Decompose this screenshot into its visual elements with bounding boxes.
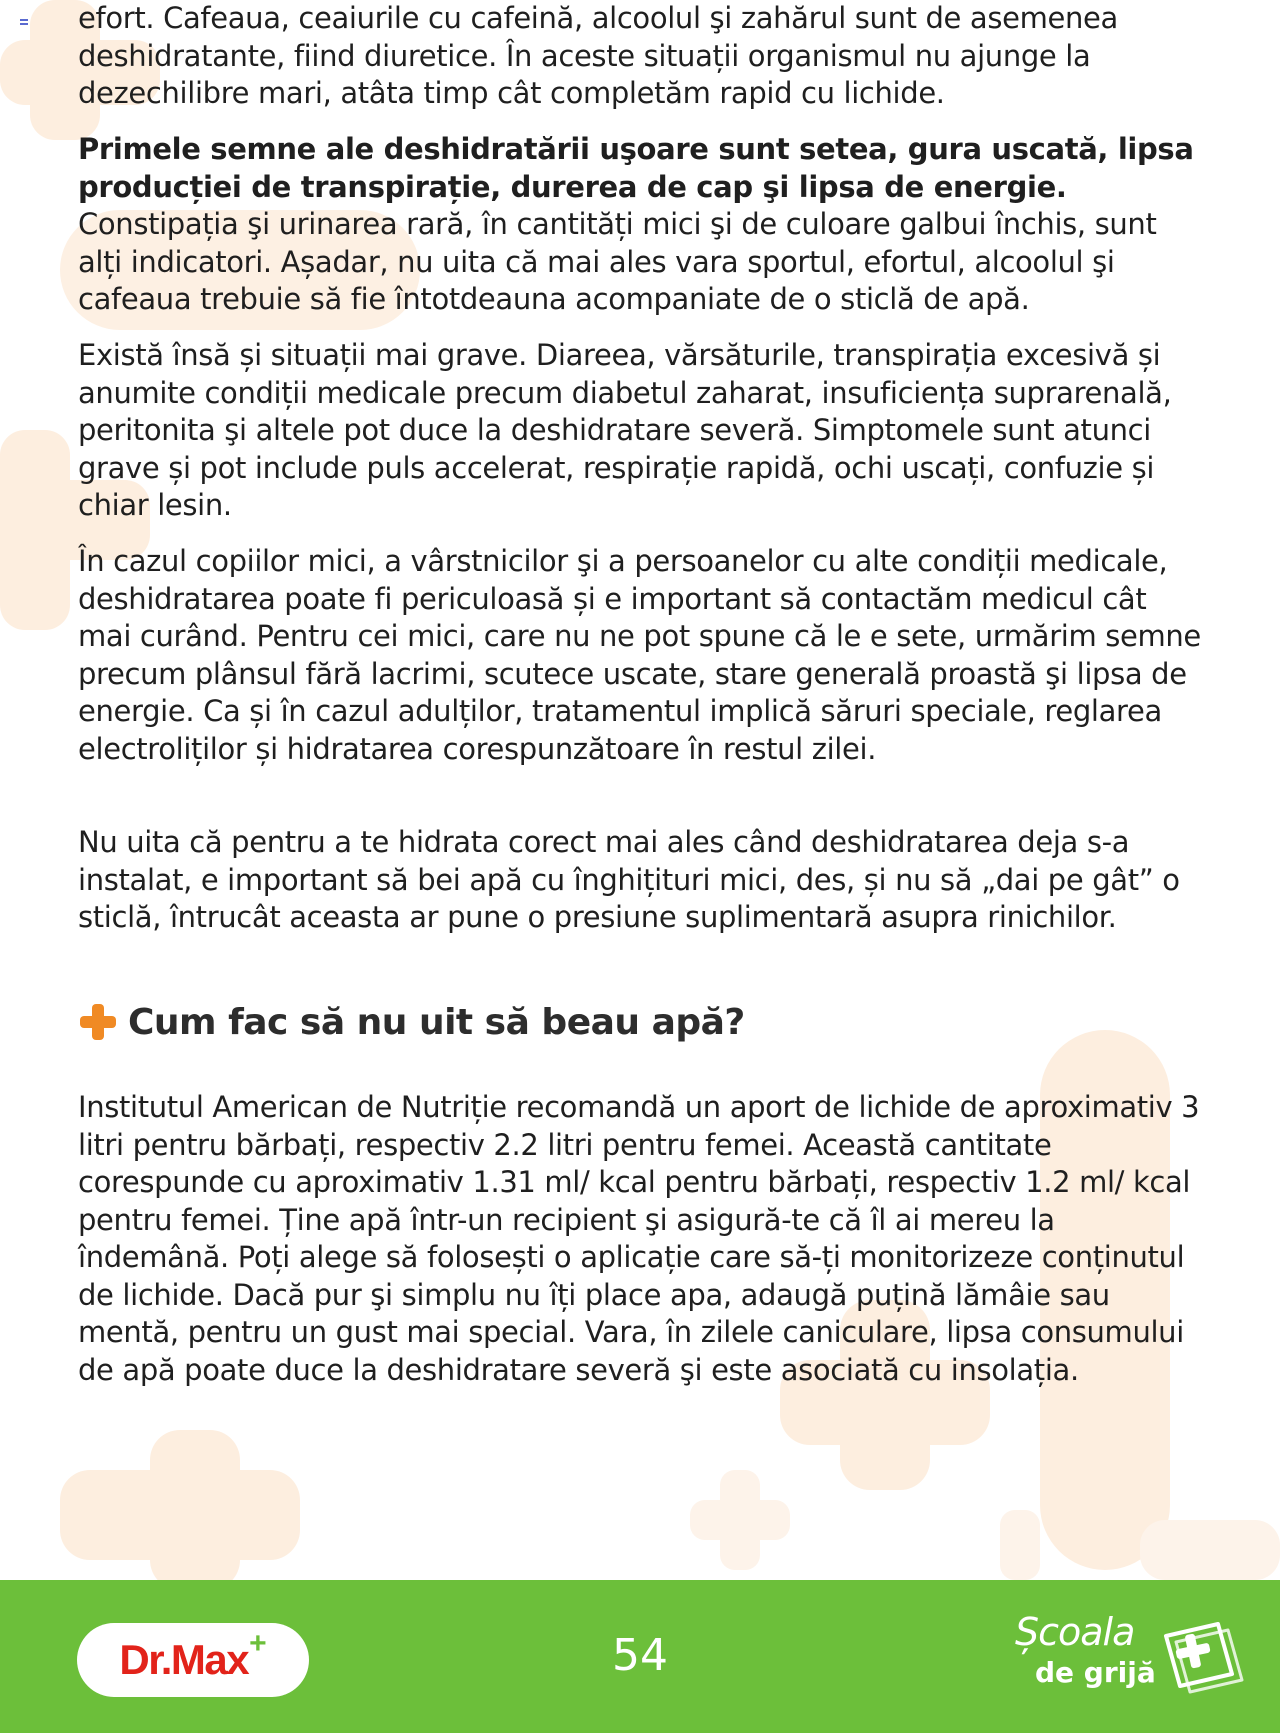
plus-icon bbox=[78, 1002, 118, 1042]
drmax-logo bbox=[77, 1623, 309, 1697]
paragraph-2-rest: Constipația şi urinarea rară, în cantități mici şi de culoare galbui închis, sunt alți indicatori. Așadar, nu uita că mai ales vara sportul, efortul, alcoolul şi cafeaua trebuie să fie întotdeauna acompaniate de o sticlă de apă. bbox=[78, 207, 1157, 316]
section-heading-text: Cum fac să nu uit să beau apă? bbox=[128, 1001, 745, 1043]
page-number: 54 bbox=[612, 1630, 668, 1681]
paragraph-3: Există însă și situații mai grave. Diareea, vărsăturile, transpirația excesivă și anumite condiții medicale precum diabetul zaharat, insuficiența suprarenală, peritonita şi altele pot duce la deshidratare severă. Simptomele sunt atunci grave și pot include puls accelerat, respirație rapidă, ochi uscați, confuzie și chiar lesin. bbox=[78, 338, 1172, 522]
section-heading bbox=[78, 998, 745, 1046]
drmax-logo-text: Dr.Max bbox=[119, 1636, 249, 1683]
brand-line-2: de grijă bbox=[1035, 1656, 1156, 1689]
paragraph-1: efort. Cafeaua, ceaiurile cu cafeină, alcoolul şi zahărul sunt de asemenea deshidratante, fiind diuretice. În aceste situații organismul nu ajunge la dezechilibre mari, atâta timp cât completăm rapid cu lichide. bbox=[78, 1, 1118, 110]
paragraph-4: În cazul copiilor mici, a vârstnicilor şi a persoanelor cu alte condiții medicale, deshidratarea poate fi periculoasă și e important să contactăm medicul cât mai curând. Pentru cei mici, care nu ne pot spune că le e sete, urmărim semne precum plânsul fără lacrimi, scutece uscate, stare generală proastă şi lipsa de energie. Ca și în cazul adulților, tratamentul implică săruri speciale, reglarea electroliților și hidratarea corespunzătoare în restul zilei. bbox=[78, 544, 1201, 766]
footer bbox=[0, 1580, 1280, 1733]
paragraph-2-bold: Primele semne ale deshidratării uşoare sunt setea, gura uscată, lipsa producției de transpirație, durerea de cap şi lipsa de energie. bbox=[78, 132, 1194, 204]
book-plus-icon bbox=[1158, 1616, 1248, 1696]
paragraph-5: Nu uita că pentru a te hidrata corect mai ales când deshidratarea deja s-a instalat, e important să bei apă cu înghițituri mici, des, și nu să „dai pe gât” o sticlă, întrucât aceasta ar pune o presiune suplimentară asupra rinichilor. bbox=[78, 825, 1180, 934]
brand-line-1: Școala bbox=[1015, 1610, 1135, 1654]
drmax-logo-plus: + bbox=[249, 1627, 267, 1660]
paragraph-2 bbox=[78, 131, 1203, 319]
scoala-de-grija-logo bbox=[1010, 1610, 1250, 1710]
paragraph-6: Institutul American de Nutriție recomandă un aport de lichide de aproximativ 3 litri pentru bărbați, respectiv 2.2 litri pentru femei. Această cantitate corespunde cu aproximativ 1.31 ml/ kcal pentru bărbați, respectiv 1.2 ml/ kcal pentru femei. Ține apă într-un recipient şi asigură-te că îl ai mereu la îndemână. Poți alege să folosești o aplicație care să-ți monitorizeze conținutul de lichide. Dacă pur şi simplu nu îți place apa, adaugă puțină lămâie sau mentă, pentru un gust mai special. Vara, în zilele caniculare, lipsa consumului de apă poate duce la deshidratare severă şi este asociată cu insolația. bbox=[78, 1090, 1200, 1387]
page-marker-icon bbox=[20, 18, 28, 26]
